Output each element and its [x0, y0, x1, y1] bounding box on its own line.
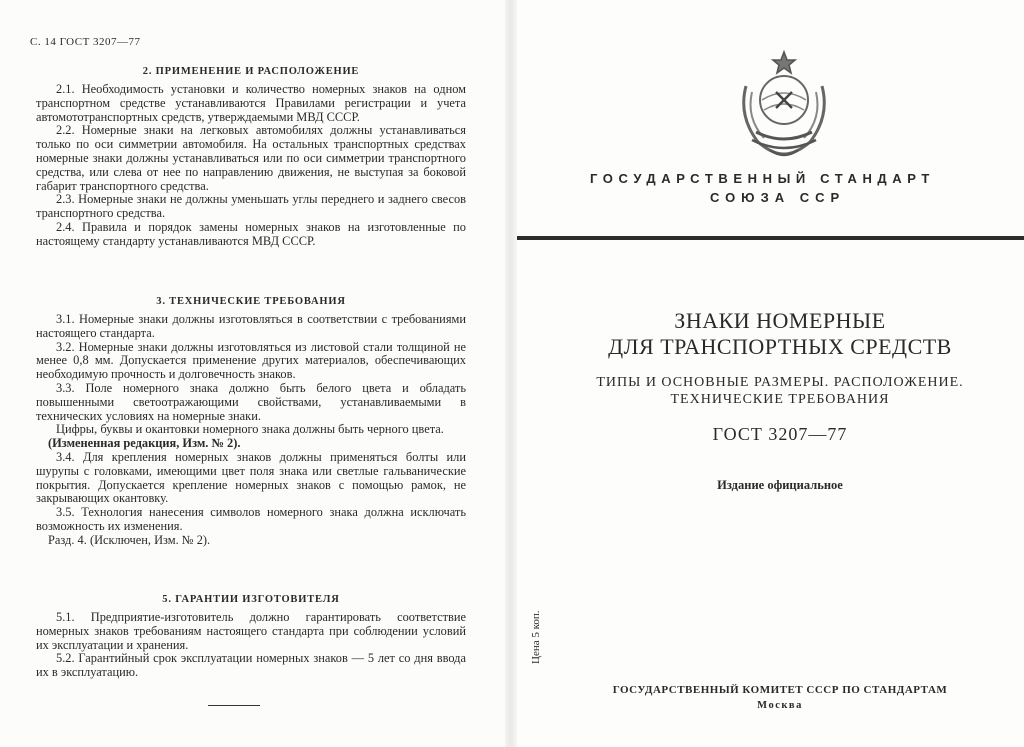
title-divider	[517, 236, 1024, 240]
section-technical-requirements	[36, 296, 466, 548]
paragraph: 2.2. Номерные знаки на легковых автомобилях должны устанавливаться только по оси симметрии автомобиля. На остальных транспортных средствах номерные знаки должны устанавливаться или по оси симметрии транспортного средства, или слева от нее по направлению движения, не выступая за боковой габарит транспортного средства.	[36, 123, 466, 193]
left-page	[0, 0, 505, 747]
section-heading: 5. ГАРАНТИИ ИЗГОТОВИТЕЛЯ	[162, 594, 340, 605]
paragraph: 3.4. Для крепления номерных знаков должны применяться болты или шурупы с головками, имеющими цвет поля знака или светлые гальванические покрытия. Допускается крепление номерных знаков с помощью рамок, не закрывающих окантовку.	[36, 449, 466, 506]
standard-number: ГОСТ 3207—77	[712, 424, 848, 444]
document-subtitle	[560, 374, 1000, 408]
end-rule	[208, 705, 260, 706]
issuing-body-line1: ГОСУДАРСТВЕННЫЙ СТАНДАРТ	[590, 171, 935, 186]
section-heading: 3. ТЕХНИЧЕСКИЕ ТРЕБОВАНИЯ	[156, 296, 346, 307]
subtitle-line: ТИПЫ И ОСНОВНЫЕ РАЗМЕРЫ. РАСПОЛОЖЕНИЕ.	[596, 375, 964, 390]
excluded-section-note: Разд. 4. (Исключен, Изм. № 2).	[48, 532, 211, 547]
paragraph: 3.5. Технология нанесения символов номерного знака должна исключать возможность их изменения.	[36, 505, 466, 533]
state-emblem-icon	[732, 46, 836, 164]
paragraph: Цифры, буквы и окантовки номерного знака должны быть черного цвета.	[56, 422, 444, 437]
section-heading: 2. ПРИМЕНЕНИЕ И РАСПОЛОЖЕНИЕ	[142, 66, 360, 77]
price-label: Цена 5 коп.	[530, 610, 542, 664]
paragraph: 2.4. Правила и порядок замены номерных знаков на изготовленные по настоящему стандарту устанавливаются МВД СССР.	[36, 219, 466, 248]
section-manufacturer-guarantees	[36, 594, 466, 680]
paragraph: 3.1. Номерные знаки должны изготовляться в соответствии с требованиями настоящего стандарта.	[36, 312, 466, 340]
publication-city: Москва	[757, 700, 803, 711]
paragraph: 5.1. Предприятие-изготовитель должно гарантировать соответствие номерных знаков требованиям настоящего стандарта при соблюдении условий их эксплуатации и хранения.	[36, 610, 466, 652]
paragraph: 3.2. Номерные знаки должны изготовляться из листовой стали толщиной не менее 0,8 мм. Допускается применение других материалов, обеспечивающих необходимую прочность и долговечность знаков.	[36, 339, 466, 382]
page-fold	[505, 0, 517, 747]
paragraph: 2.3. Номерные знаки не должны уменьшать углы переднего и заднего свесов транспортного средства.	[36, 192, 466, 221]
title-line: ЗНАКИ НОМЕРНЫЕ	[674, 308, 886, 333]
paragraph: 2.1. Необходимость установки и количество номерных знаков на одном транспортном средстве устанавливаются Правилами регистрации и учета автомототранспортных средств, утверждаемыми МВД СССР.	[36, 82, 466, 124]
paragraph: 3.3. Поле номерного знака должно быть белого цвета и обладать повышенными светоотражающими свойствами, устанавливаемыми в технических условиях на номерные знаки.	[36, 380, 466, 423]
issuing-body-line2: СОЮЗА ССР	[710, 190, 846, 205]
section-application-placement	[36, 66, 466, 249]
publisher: ГОСУДАРСТВЕННЫЙ КОМИТЕТ СССР ПО СТАНДАРТАМ	[612, 684, 948, 696]
page-header: С. 14 ГОСТ 3207—77	[30, 36, 141, 48]
title-line: ДЛЯ ТРАНСПОРТНЫХ СРЕДСТВ	[608, 334, 952, 359]
document-title	[560, 308, 1000, 360]
paragraph: 5.2. Гарантийный срок эксплуатации номерных знаков — 5 лет со дня ввода их в эксплуатацию.	[36, 651, 466, 680]
edition-label: Издание официальное	[717, 478, 843, 492]
amendment-note: (Измененная редакция, Изм. № 2).	[48, 436, 241, 451]
subtitle-line: ТЕХНИЧЕСКИЕ ТРЕБОВАНИЯ	[670, 392, 890, 407]
